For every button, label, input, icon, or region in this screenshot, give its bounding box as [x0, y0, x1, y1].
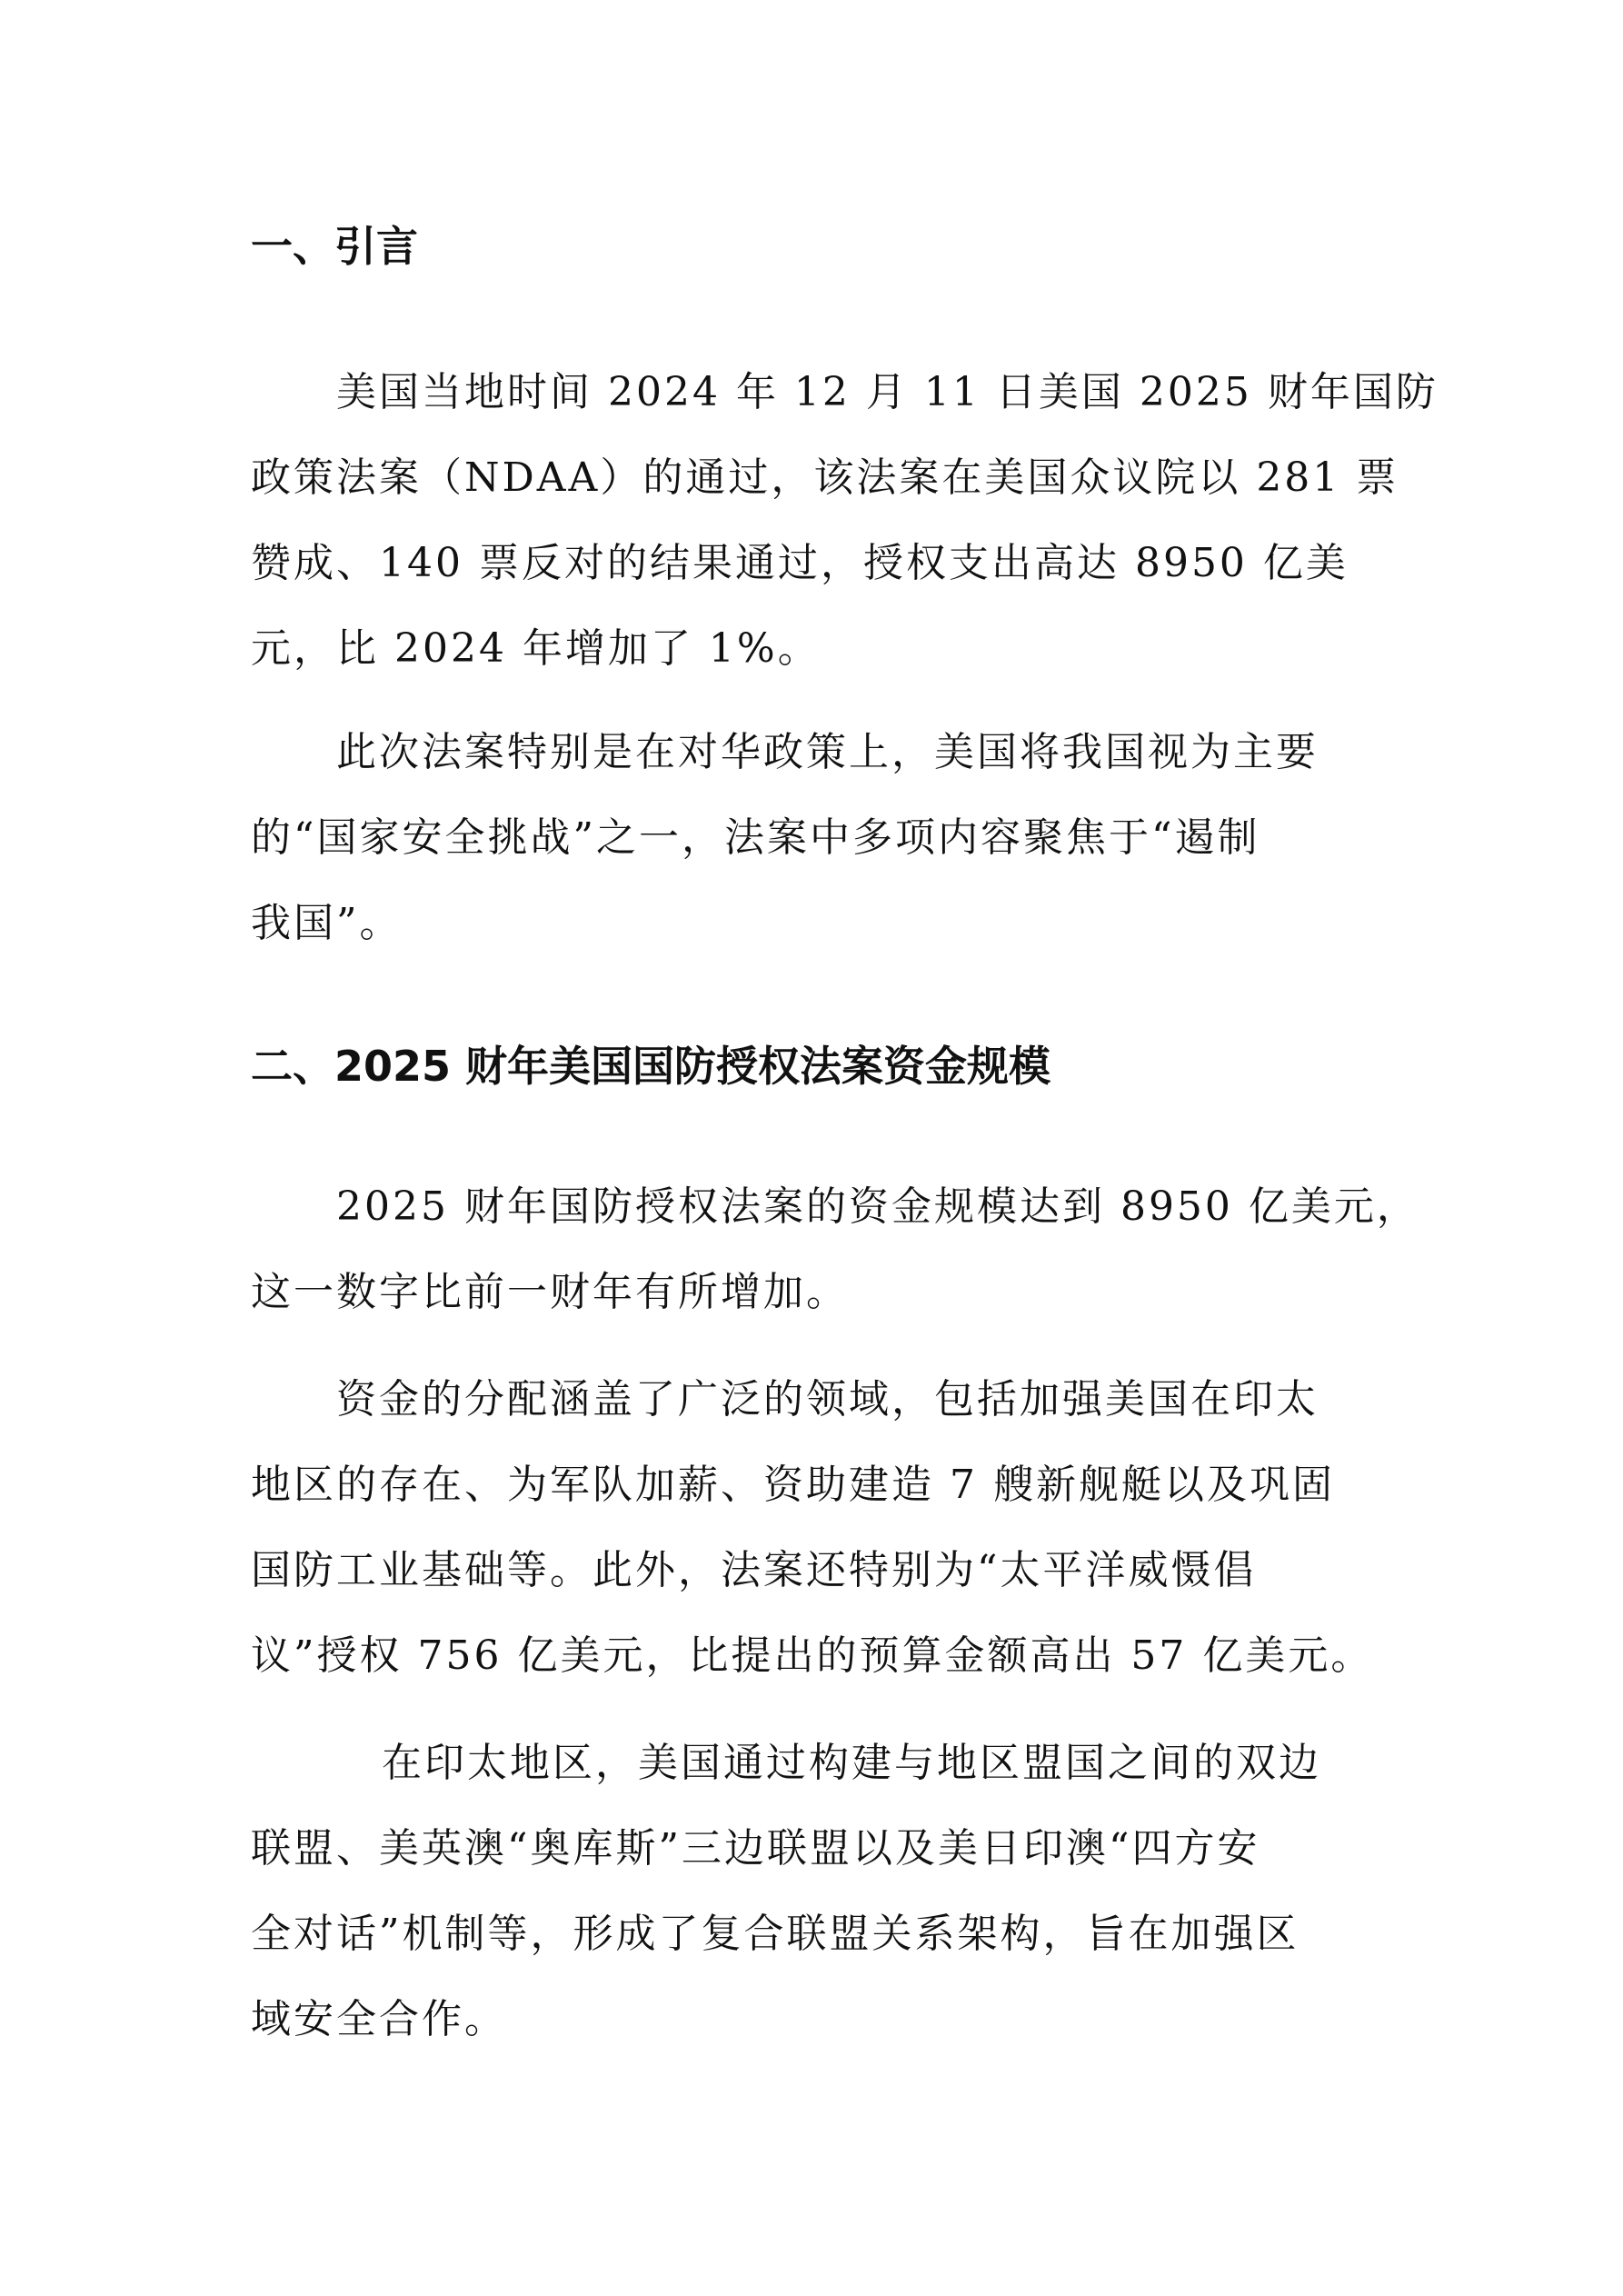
text-line: 政策法案（NDAA）的通过，该法案在美国众议院以 281 票	[251, 454, 1399, 501]
text-line: 议”授权 756 亿美元，比提出的预算金额高出 57 亿美元。	[251, 1632, 1374, 1679]
text-line: 地区的存在、为军队加薪、资助建造 7 艘新舰艇以及巩固	[251, 1462, 1335, 1508]
text-line: 国防工业基础等。此外，法案还特别为“太平洋威慑倡	[251, 1547, 1257, 1593]
text-line: 元，比 2024 年增加了 1%。	[251, 625, 821, 672]
text-line: 美国当地时间 2024 年 12 月 11 日美国 2025 财年国防	[336, 369, 1439, 415]
text-line: 全对话”机制等，形成了复合联盟关系架构，旨在加强区	[251, 1911, 1299, 1957]
text-line: 域安全合作。	[251, 1996, 507, 2042]
text-line: 2025 财年国防授权法案的资金规模达到 8950 亿美元，	[336, 1183, 1419, 1230]
section-1-heading: 一、引言	[251, 222, 418, 271]
text-line: 这一数字比前一财年有所增加。	[251, 1269, 849, 1315]
text-line: 此次法案特别是在对华政策上，美国将我国视为主要	[336, 729, 1319, 775]
section-2-heading: 二、2025 财年美国国防授权法案资金规模	[251, 1042, 1051, 1091]
text-line: 联盟、美英澳“奥库斯”三边联盟以及美日印澳“四方安	[251, 1825, 1260, 1872]
text-line: 的“国家安全挑战”之一，法案中多项内容聚焦于“遏制	[251, 814, 1260, 861]
text-line: 资金的分配涵盖了广泛的领域，包括加强美国在印太	[336, 1376, 1319, 1423]
text-line: 在印太地区，美国通过构建与地区盟国之间的双边	[382, 1740, 1321, 1786]
text-line: 赞成、140 票反对的结果通过，授权支出高达 8950 亿美	[251, 540, 1349, 586]
text-line: 我国”。	[251, 900, 403, 946]
